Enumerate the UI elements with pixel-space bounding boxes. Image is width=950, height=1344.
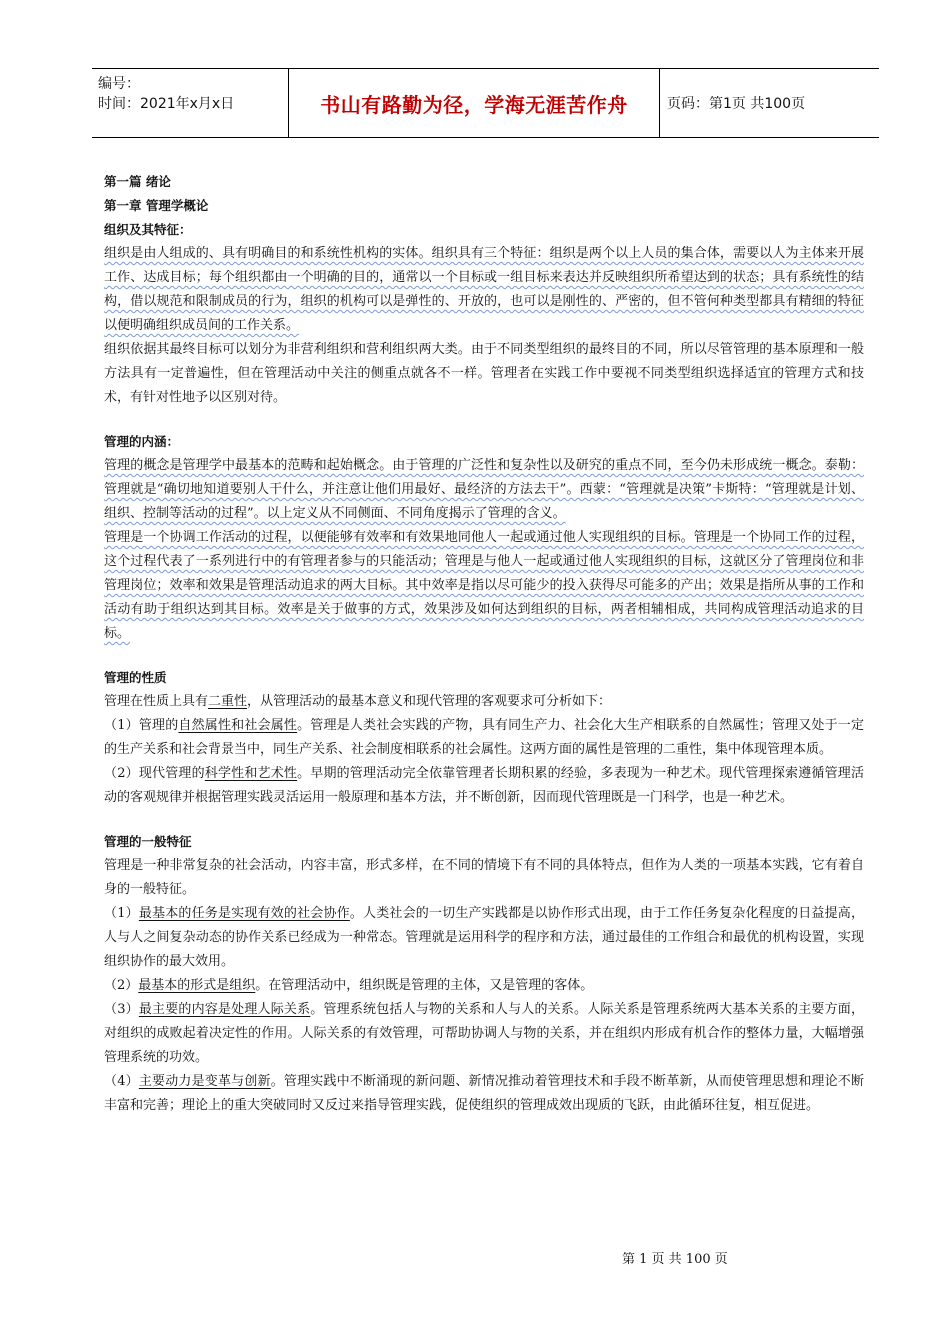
paragraph (104, 454, 864, 526)
list-item (104, 714, 864, 762)
text-run: 管理在性质上具有 (104, 694, 209, 709)
section-heading-connotation: 管理的内涵： (104, 434, 180, 449)
text-run: 。管理系统包括人与物的关系和人与人的关系。人际关系是管理系统两大基本关系的主要方面，对组织的成败起着决定性的作用。人际关系的有效管理，可帮助协调人与物的关系，并在组织内形成有机合作的整体力量，大幅增强管理系统的功效。 (104, 1002, 864, 1065)
paragraph: 管理是一种非常复杂的社会活动，内容丰富，形式多样，在不同的情境下有不同的具体特点，但作为人类的一项基本实践，它有着自身的一般特征。 (104, 858, 864, 897)
text-run: 。在管理活动中，组织既是管理的主体，又是管理的客体。 (255, 978, 594, 993)
part-title: 第一篇 绪论 (104, 174, 171, 189)
text-run: （4） (104, 1074, 139, 1089)
list-item (104, 998, 864, 1070)
section-heading-organization: 组织及其特征： (104, 222, 192, 237)
paragraph: 组织依据其最终目标可以划分为非营利组织和营利组织两大类。由于不同类型组织的最终目的不同，所以尽管管理的基本原理和一般方法具有一定普遍性，但在管理活动中关注的侧重点就各不一样。管理者在实践工作中要视不同类型组织选择适宜的管理方式和技术，有针对性地予以区别对待。 (104, 342, 864, 405)
header-info-cell (92, 69, 288, 137)
underlined-text: 科学性和艺术性 (204, 766, 298, 781)
text-run: （1）管理的 (104, 718, 179, 733)
paragraph (104, 690, 864, 714)
list-item (104, 902, 864, 974)
header-table (92, 68, 879, 138)
text-run: （2）现代管理的 (104, 766, 205, 781)
header-page-code: 页码：第1页 共100页 (667, 96, 806, 112)
text-run: （2） (104, 978, 139, 993)
text-run: 。管理实践中不断涌现的新问题、新情况推动着管理技术和手段不断革新，从而使管理思想和理论不断丰富和完善；理论上的重大突破同时又反过来指导管理实践，促使组织的管理成效出现质的飞跃，由此循环往复，相互促进。 (104, 1074, 864, 1113)
section-heading-features: 管理的一般特征 (104, 834, 192, 849)
underlined-text: 自然属性和社会属性 (178, 718, 298, 733)
paragraph (104, 242, 864, 338)
text-run: ，从管理活动的最基本意义和现代管理的客观要求可分析如下： (247, 694, 612, 709)
underlined-text: 最基本的任务是实现有效的社会协作 (138, 906, 350, 921)
text-run: （3） (104, 1002, 139, 1017)
document-body (104, 170, 864, 1118)
text-run: 。人类社会的一切生产实践都是以协作形式出现，由于工作任务复杂化程度的日益提高，人与人之间复杂动态的协作关系已经成为一种常态。管理就是运用科学的程序和方法，通过最佳的工作组合和最优的机构设置，实现组织协作的最大效用。 (104, 906, 864, 969)
header-page-cell (659, 69, 879, 137)
text-run: （1） (104, 906, 139, 921)
chapter-title: 第一章 管理学概论 (104, 198, 209, 213)
wavy-underlined-text: 管理的概念是管理学中最基本的范畴和起始概念。由于管理的广泛性和复杂性以及研究的重点不同，至今仍未形成统一概念。泰勒：管理就是“确切地知道要别人干什么，并注意让他们用最好、最经济的方法去干”。西蒙：“管理就是决策”卡斯特：“管理就是计划、组织、控制等活动的过程”。以上定义从不同侧面、不同角度揭示了管理的含义。 (104, 458, 864, 521)
wavy-underlined-text: 管理是一个协调工作活动的过程，以便能够有效率和有效果地同他人一起或通过他人实现组织的目标。管理是一个协同工作的过程，这个过程代表了一系列进行中的有管理者参与的只能活动；管理是与他人一起或通过他人实现组织的目标，这就区分了管理岗位和非管理岗位；效率和效果是管理活动追求的两大目标。其中效率是指以尽可能少的投入获得尽可能多的产出；效果是指所从事的工作和活动有助于组织达到其目标。效率是关于做事的方式，效果涉及如何达到组织的目标，两者相辅相成，共同构成管理活动追求的目标。 (104, 530, 864, 641)
list-item (104, 974, 864, 998)
text-run: 。管理是人类社会实践的产物，具有同生产力、社会化大生产相联系的自然属性；管理又处于一定的生产关系和社会背景当中，同生产关系、社会制度相联系的社会属性。这两方面的属性是管理的二重性，集中体现管理本质。 (104, 718, 864, 757)
wavy-underlined-text: 组织是由人组成的、具有明确目的和系统性机构的实体。组织具有三个特征：组织是两个以上人员的集合体，需要以人为主体来开展工作、达成目标；每个组织都由一个明确的目的，通常以一个目标或一组目标来表达并反映组织所希望达到的状态；具有系统性的结构，借以规范和限制成员的行为，组织的机构可以是弹性的、开放的，也可以是刚性的、严密的，但不管何种类型都具有精细的特征以便明确组织成员间的工作关系。 (104, 246, 864, 333)
text-run: 。早期的管理活动完全依靠管理者长期积累的经验，多表现为一种艺术。现代管理探索遵循管理活动的客观规律并根据管理实践灵活运用一般原理和基本方法，并不断创新，因而现代管理既是一门科学，也是一种艺术。 (104, 766, 864, 805)
list-item (104, 1070, 864, 1118)
spacer (104, 410, 864, 430)
spacer (104, 810, 864, 830)
list-item (104, 762, 864, 810)
header-motto: 书山有路勤为径，学海无涯苦作舟 (320, 92, 628, 117)
document-time-label: 时间：2021年x月x日 (98, 96, 235, 112)
underlined-text: 最基本的形式是组织 (138, 978, 256, 993)
document-number-label: 编号： (98, 76, 140, 92)
header-motto-cell (288, 69, 660, 137)
page-footer: 第 1 页 共 100 页 (622, 1252, 728, 1267)
section-heading-nature: 管理的性质 (104, 670, 167, 685)
underlined-text: 二重性 (208, 694, 248, 709)
underlined-text: 主要动力是变革与创新 (138, 1074, 271, 1089)
spacer (104, 646, 864, 666)
underlined-text: 最主要的内容是处理人际关系 (138, 1002, 311, 1017)
paragraph (104, 526, 864, 646)
